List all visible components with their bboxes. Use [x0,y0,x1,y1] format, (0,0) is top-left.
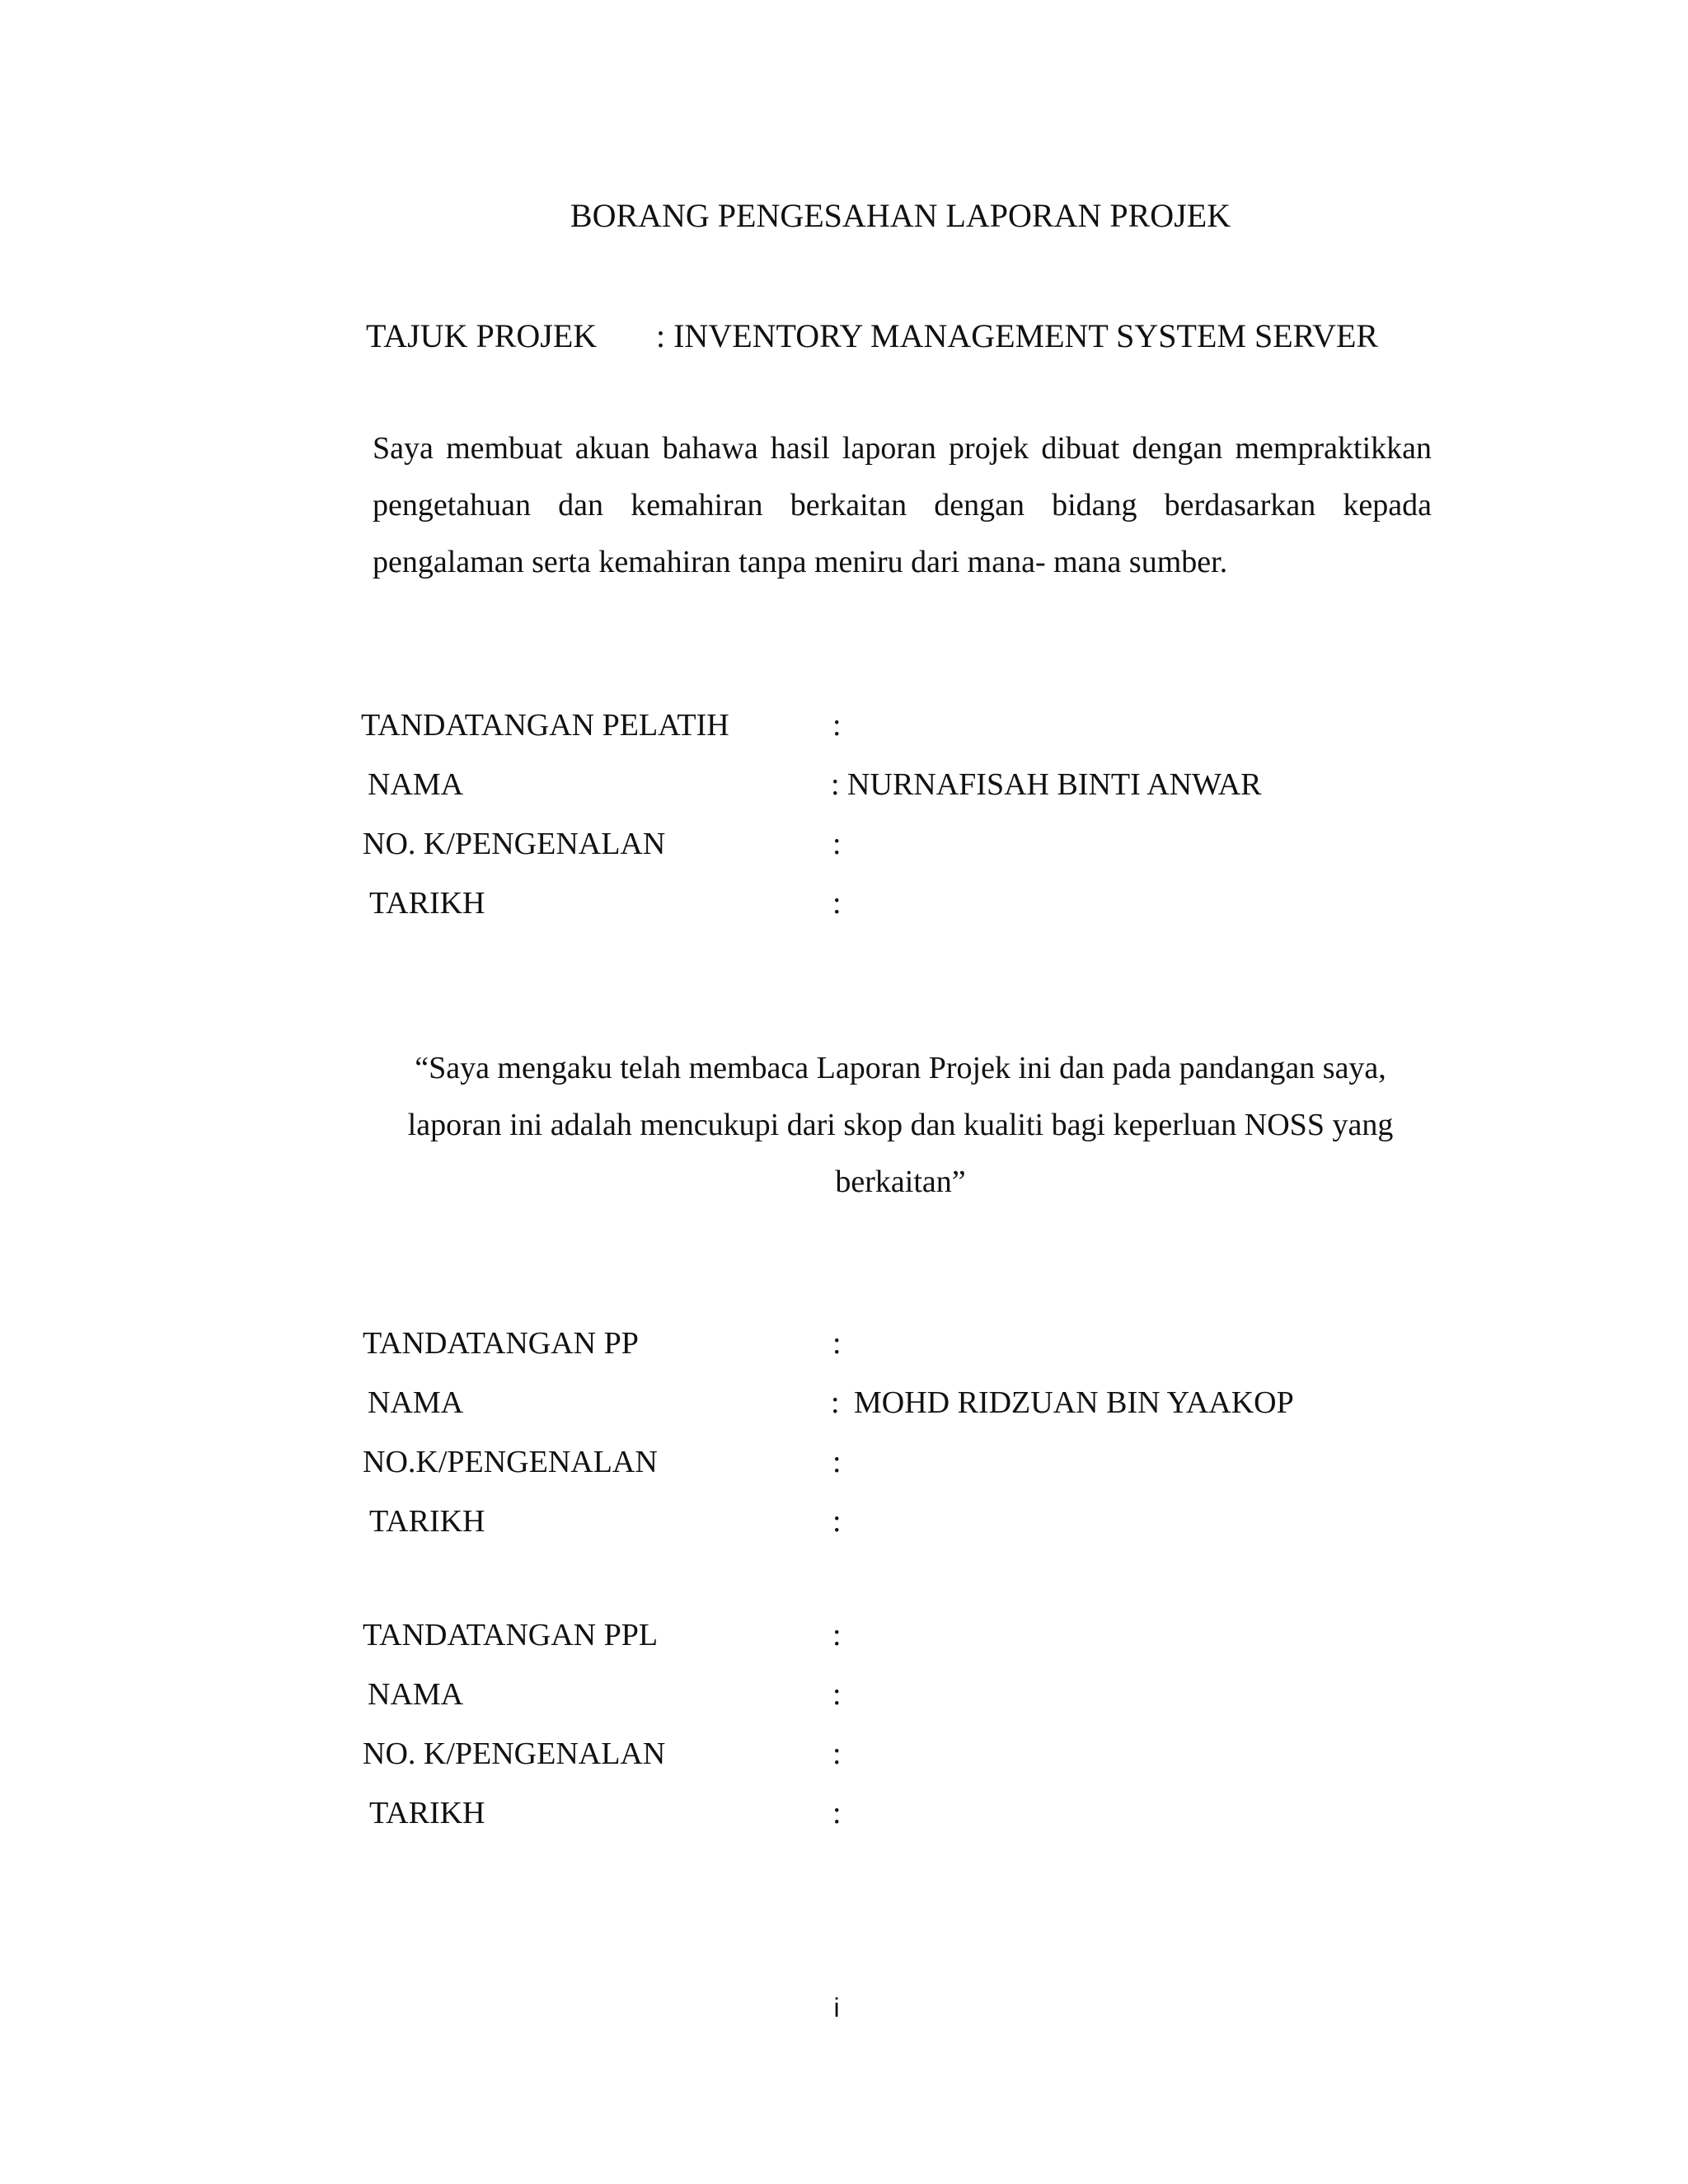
document-title: BORANG PENGESAHAN LAPORAN PROJEK [570,197,1231,234]
pp-ic-colon: : [832,1445,842,1479]
declaration-paragraph [373,420,1432,591]
trainee-ic-colon: : [832,827,842,861]
pp-date-label: TARIKH [369,1504,485,1539]
declaration-line-1: Saya membuat akuan bahawa hasil laporan projek dibuat dengan mempraktikkan [373,431,1432,466]
endorsement-paragraph [363,1040,1438,1211]
pp-ic-label: NO.K/PENGENALAN [363,1445,658,1479]
pp-sign-colon: : [832,1326,842,1361]
ppl-date-label: TARIKH [369,1796,485,1830]
ppl-sign-colon: : [832,1618,842,1652]
pp-name-label: NAMA [368,1385,464,1420]
trainee-date-colon: : [832,886,842,921]
project-value: : INVENTORY MANAGEMENT SYSTEM SERVER [656,317,1379,354]
declaration-line-2: pengetahuan dan kemahiran berkaitan dengan bidang berdasarkan kepada [373,488,1432,523]
pp-name-value: MOHD RIDZUAN BIN YAAKOP [854,1385,1294,1420]
trainee-name-value: : NURNAFISAH BINTI ANWAR [831,767,1262,802]
trainee-sign-label: TANDATANGAN PELATIH [361,708,729,743]
ppl-ic-label: NO. K/PENGENALAN [363,1736,666,1771]
pp-name-colon: : [831,1385,840,1420]
trainee-sign-colon: : [832,708,842,743]
declaration-line-3: pengalaman serta kemahiran tanpa meniru dari mana- mana sumber. [373,545,1228,579]
trainee-date-label: TARIKH [369,886,485,921]
trainee-name-label: NAMA [368,767,464,802]
ppl-ic-colon: : [832,1736,842,1771]
ppl-date-colon: : [832,1796,842,1830]
ppl-sign-label: TANDATANGAN PPL [363,1618,659,1652]
ppl-name-colon: : [832,1677,842,1712]
ppl-name-label: NAMA [368,1677,464,1712]
pp-sign-label: TANDATANGAN PP [363,1326,639,1361]
pp-date-colon: : [832,1504,842,1539]
endorsement-line-3: berkaitan” [835,1165,966,1199]
endorsement-line-2: laporan ini adalah mencukupi dari skop dan kualiti bagi keperluan NOSS yang [407,1108,1394,1142]
page-number: i [833,1993,840,2022]
project-label: TAJUK PROJEK [366,317,598,354]
trainee-ic-label: NO. K/PENGENALAN [363,827,666,861]
endorsement-line-1: “Saya mengaku telah membaca Laporan Projek ini dan pada pandangan saya, [415,1051,1386,1085]
